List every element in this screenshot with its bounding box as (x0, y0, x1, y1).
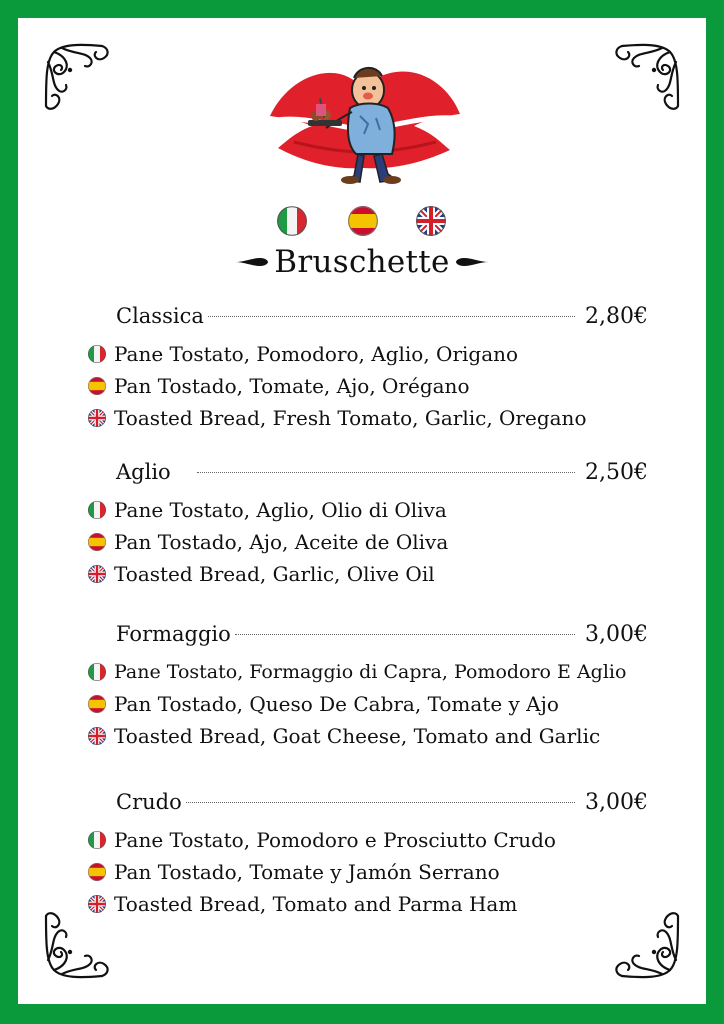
spanish-flag-icon (88, 377, 106, 395)
corner-ornament-icon (612, 910, 684, 982)
description-spanish (88, 526, 648, 558)
description-text: Pan Tostado, Tomate, Ajo, Orégano (114, 374, 470, 398)
flourish-left-icon (234, 256, 268, 268)
british-flag-icon (88, 565, 106, 583)
menu-item (88, 790, 648, 920)
spanish-flag-icon (88, 863, 106, 881)
menu-item-header (88, 460, 648, 494)
italian-flag-icon (88, 345, 106, 363)
page-title: Bruschette (274, 244, 450, 280)
italian-flag-icon (88, 831, 106, 849)
description-spanish (88, 370, 648, 402)
description-spanish (88, 688, 648, 720)
menu-item-name: Crudo (116, 790, 182, 814)
description-italian (88, 338, 648, 370)
italian-flag-icon[interactable] (277, 206, 307, 236)
dot-leader (208, 316, 575, 317)
description-text: Pan Tostado, Queso De Cabra, Tomate y Ajo (114, 692, 559, 716)
section-heading (18, 244, 706, 280)
dot-leader (235, 634, 575, 635)
description-english (88, 558, 648, 590)
british-flag-icon (88, 895, 106, 913)
description-text: Toasted Bread, Fresh Tomato, Garlic, Oregano (114, 406, 587, 430)
menu-item-name: Formaggio (116, 622, 231, 646)
british-flag-icon (88, 409, 106, 427)
flourish-right-icon (456, 256, 490, 268)
menu-item-price: 2,50€ (585, 460, 648, 485)
spanish-flag-icon (88, 695, 106, 713)
menu-list (88, 304, 648, 920)
description-italian (88, 824, 648, 856)
description-text: Toasted Bread, Goat Cheese, Tomato and Garlic (114, 724, 601, 748)
menu-item-header (88, 790, 648, 824)
menu-item-name: Classica (116, 304, 204, 328)
menu-item-header (88, 622, 648, 656)
corner-ornament-icon (612, 40, 684, 112)
description-text: Pan Tostado, Ajo, Aceite de Oliva (114, 530, 449, 554)
description-english (88, 402, 648, 434)
description-text: Toasted Bread, Garlic, Olive Oil (114, 562, 435, 586)
italian-flag-icon (88, 501, 106, 519)
corner-ornament-icon (40, 910, 112, 982)
description-text: Pane Tostato, Aglio, Olio di Oliva (114, 498, 447, 522)
menu-item (88, 460, 648, 590)
british-flag-icon[interactable] (416, 206, 446, 236)
restaurant-logo (264, 38, 464, 188)
description-english (88, 720, 648, 752)
menu-item-price: 2,80€ (585, 304, 648, 329)
menu-item-name: Aglio (116, 460, 171, 484)
description-spanish (88, 856, 648, 888)
menu-item (88, 304, 648, 434)
british-flag-icon (88, 727, 106, 745)
description-text: Pan Tostado, Tomate y Jamón Serrano (114, 860, 500, 884)
description-italian (88, 494, 648, 526)
menu-item-price: 3,00€ (585, 790, 648, 815)
spanish-flag-icon (88, 533, 106, 551)
dot-leader (186, 802, 575, 803)
description-text: Pane Tostato, Pomodoro e Prosciutto Crudo (114, 828, 556, 852)
description-english (88, 888, 648, 920)
description-text: Toasted Bread, Tomato and Parma Ham (114, 892, 518, 916)
menu-item (88, 622, 648, 752)
spanish-flag-icon[interactable] (348, 206, 378, 236)
description-text: Pane Tostato, Pomodoro, Aglio, Origano (114, 342, 519, 366)
menu-page (18, 18, 706, 1004)
italian-flag-icon (88, 663, 106, 681)
dot-leader (197, 472, 575, 473)
description-italian (88, 656, 648, 688)
corner-ornament-icon (40, 40, 112, 112)
language-flags (18, 206, 706, 238)
menu-item-header (88, 304, 648, 338)
description-text: Pane Tostato, Formaggio di Capra, Pomodoro E Aglio (114, 661, 627, 683)
menu-item-price: 3,00€ (585, 622, 648, 647)
